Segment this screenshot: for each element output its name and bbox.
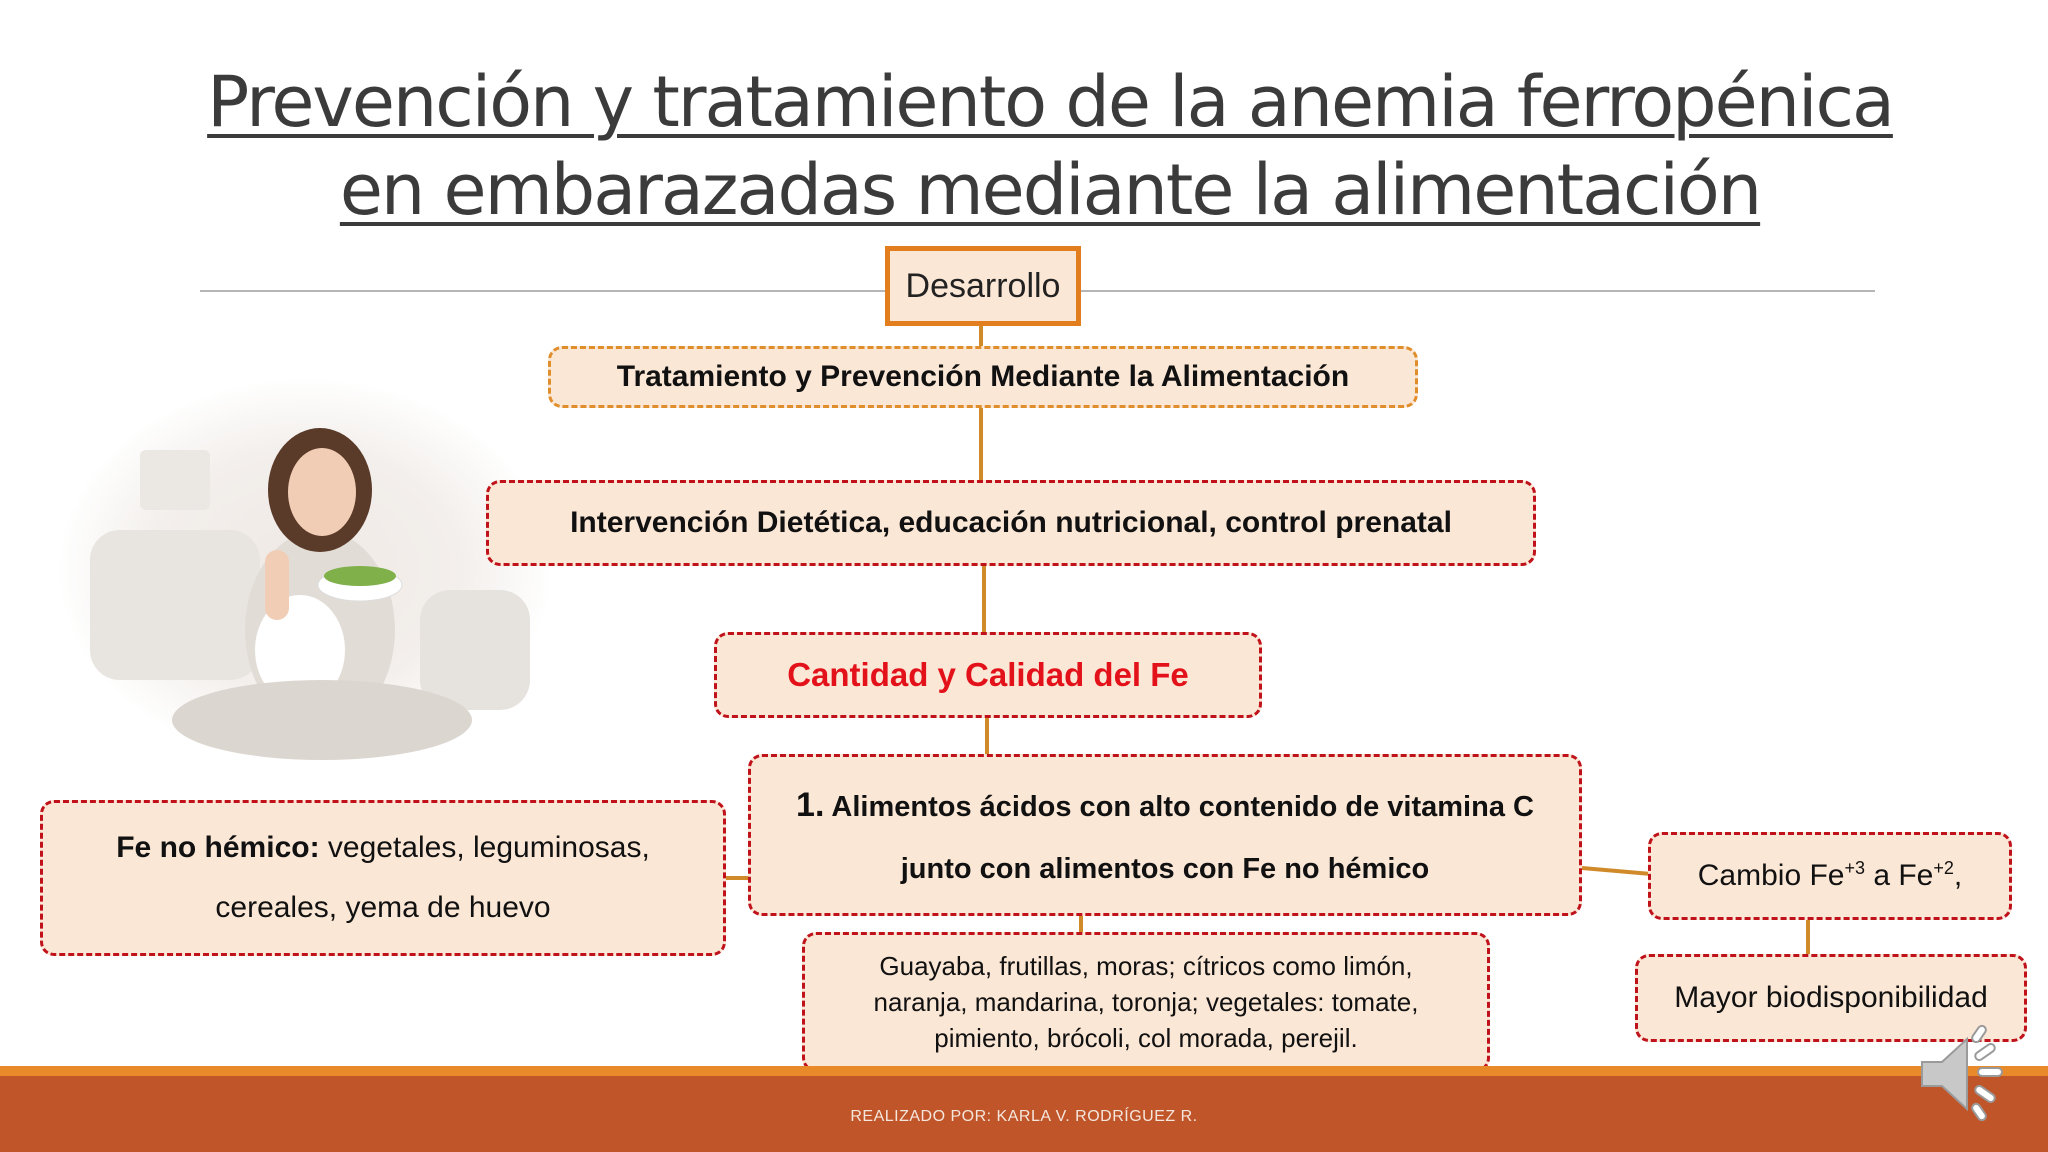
box-cambio-fe — [1648, 832, 2012, 920]
intervencion-label: Intervención Dietética, educación nutricional, control prenatal — [570, 506, 1452, 539]
cambio-suffix: , — [1953, 859, 1963, 892]
cambio-sup2: +2 — [1933, 858, 1954, 878]
connector-intervencion — [982, 566, 986, 634]
slide-title — [150, 58, 1950, 234]
connector-cantidad — [985, 718, 989, 756]
pregnant-woman-photo — [60, 380, 550, 760]
fe-text2: cereales, yema de huevo — [215, 891, 551, 924]
speaker-icon[interactable] — [1912, 1024, 2012, 1124]
alimentos-text2: junto con alimentos con Fe no hémico — [900, 853, 1430, 885]
connector-alimentos-fe — [726, 876, 750, 880]
alimentos-text1: Alimentos ácidos con alto contenido de vitamina C — [831, 791, 1534, 823]
mayor-label: Mayor biodisponibilidad — [1674, 981, 1988, 1014]
footer-stripe — [0, 1066, 2048, 1076]
cambio-prefix: Cambio Fe — [1697, 859, 1845, 892]
fe-label: Fe no hémico: — [116, 831, 320, 864]
tratamiento-label: Tratamiento y Prevención Mediante la Alimentación — [616, 360, 1350, 393]
guayaba-line2: naranja, mandarina, toronja; vegetales: tomate, — [873, 987, 1419, 1017]
connector-alimentos-cambio — [1582, 866, 1650, 876]
guayaba-line3: pimiento, brócoli, col morada, perejil. — [934, 1023, 1358, 1053]
guayaba-line1: Guayaba, frutillas, moras; cítricos como limón, — [879, 951, 1413, 981]
box-fe-no-hemico — [40, 800, 726, 956]
box-desarrollo — [885, 246, 1081, 326]
box-alimentos-acidos — [748, 754, 1582, 916]
box-tratamiento — [548, 346, 1418, 408]
footer-credit: REALIZADO POR: KARLA V. RODRÍGUEZ R. — [850, 1108, 1198, 1125]
cambio-sup1: +3 — [1844, 858, 1865, 878]
connector-cambio-mayor — [1806, 920, 1810, 956]
alimentos-number: 1. — [796, 786, 825, 824]
box-cantidad-calidad — [714, 632, 1262, 718]
cantidad-label: Cantidad y Calidad del Fe — [787, 656, 1189, 693]
alimentos-line1 — [796, 774, 1534, 838]
connector-tratamiento — [979, 408, 983, 482]
connector-desarrollo — [979, 326, 983, 348]
box-guayaba-frutas — [802, 932, 1490, 1072]
slide-title-line1: Prevención y tratamiento de la anemia ferropénica — [207, 61, 1893, 143]
box-intervencion — [486, 480, 1536, 566]
slide-title-line2: en embarazadas mediante la alimentación — [339, 149, 1761, 231]
cambio-middle: a Fe — [1865, 859, 1934, 892]
cambio-text — [1698, 859, 1963, 893]
desarrollo-label: Desarrollo — [905, 266, 1061, 305]
fe-line1 — [116, 818, 650, 878]
fe-text1: vegetales, leguminosas, — [327, 831, 650, 864]
